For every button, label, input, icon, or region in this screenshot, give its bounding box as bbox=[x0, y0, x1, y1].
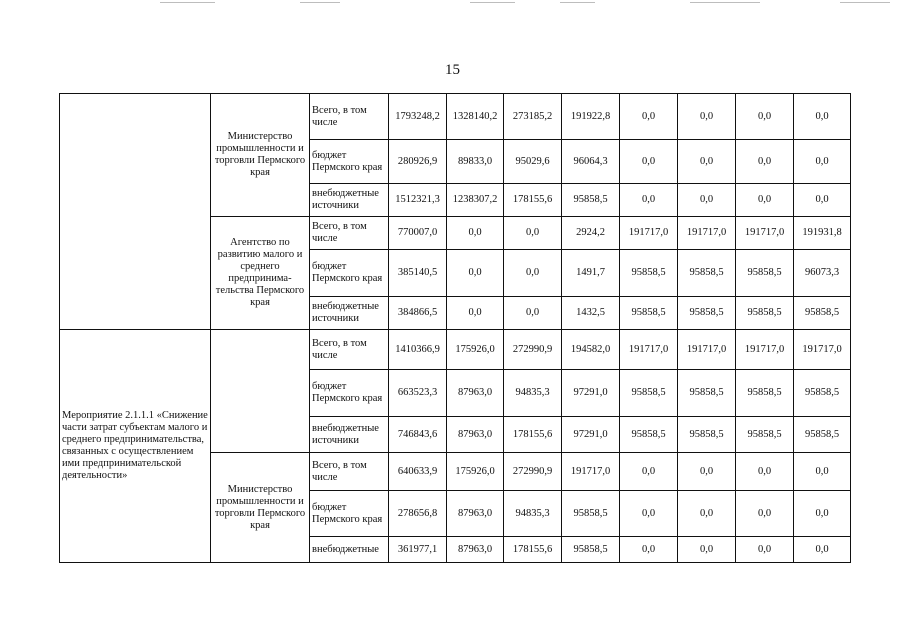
funding-source-cell: Всего, в том числе bbox=[310, 94, 389, 140]
value-cell: 0,0 bbox=[504, 250, 562, 297]
funding-source-cell: внебюджетные источники bbox=[310, 417, 389, 453]
scan-edge-line bbox=[470, 2, 515, 3]
value-cell: 0,0 bbox=[678, 94, 736, 140]
funding-source-cell: бюджет Пермского края bbox=[310, 140, 389, 184]
value-cell: 0,0 bbox=[504, 217, 562, 250]
value-cell: 0,0 bbox=[794, 140, 851, 184]
value-cell: 0,0 bbox=[447, 297, 504, 330]
value-cell: 0,0 bbox=[620, 453, 678, 491]
value-cell: 95858,5 bbox=[736, 417, 794, 453]
value-cell: 0,0 bbox=[736, 491, 794, 537]
value-cell: 1491,7 bbox=[562, 250, 620, 297]
value-cell: 95858,5 bbox=[736, 250, 794, 297]
value-cell: 94835,3 bbox=[504, 491, 562, 537]
value-cell: 191717,0 bbox=[794, 330, 851, 370]
value-cell: 191717,0 bbox=[562, 453, 620, 491]
value-cell: 0,0 bbox=[794, 184, 851, 217]
value-cell: 95858,5 bbox=[678, 250, 736, 297]
scan-edge-line bbox=[560, 2, 595, 3]
value-cell: 191717,0 bbox=[736, 330, 794, 370]
value-cell: 96073,3 bbox=[794, 250, 851, 297]
organization-cell: Министерство промышленности и торговли Пермского края bbox=[211, 94, 310, 217]
value-cell: 1410366,9 bbox=[389, 330, 447, 370]
value-cell: 1793248,2 bbox=[389, 94, 447, 140]
value-cell: 95858,5 bbox=[736, 370, 794, 417]
funding-source-cell: бюджет Пермского края bbox=[310, 491, 389, 537]
value-cell: 175926,0 bbox=[447, 330, 504, 370]
value-cell: 97291,0 bbox=[562, 370, 620, 417]
program-cell: Мероприятие 2.1.1.1 «Снижение части затрат субъектам малого и среднего предпринимательства, связанных с осуществлением ими предпринимательской деятельности» bbox=[60, 330, 211, 563]
funding-source-cell: бюджет Пермского края bbox=[310, 250, 389, 297]
value-cell: 96064,3 bbox=[562, 140, 620, 184]
value-cell: 95858,5 bbox=[562, 537, 620, 563]
value-cell: 95858,5 bbox=[562, 184, 620, 217]
value-cell: 0,0 bbox=[678, 537, 736, 563]
value-cell: 191717,0 bbox=[620, 330, 678, 370]
value-cell: 0,0 bbox=[736, 537, 794, 563]
value-cell: 0,0 bbox=[620, 491, 678, 537]
value-cell: 191717,0 bbox=[620, 217, 678, 250]
funding-source-cell: Всего, в том числе bbox=[310, 453, 389, 491]
table-row bbox=[60, 94, 851, 140]
value-cell: 0,0 bbox=[620, 537, 678, 563]
funding-source-cell: внебюджетные источники bbox=[310, 184, 389, 217]
value-cell: 87963,0 bbox=[447, 491, 504, 537]
value-cell: 95858,5 bbox=[678, 417, 736, 453]
value-cell: 0,0 bbox=[678, 491, 736, 537]
budget-table bbox=[59, 93, 851, 563]
page-number: 15 bbox=[445, 62, 460, 78]
value-cell: 770007,0 bbox=[389, 217, 447, 250]
program-cell bbox=[60, 94, 211, 330]
organization-cell bbox=[211, 330, 310, 453]
value-cell: 0,0 bbox=[620, 94, 678, 140]
scan-edge-line bbox=[840, 2, 890, 3]
organization-cell: Министерство промышленности и торговли Пермского края bbox=[211, 453, 310, 563]
value-cell: 87963,0 bbox=[447, 417, 504, 453]
value-cell: 95858,5 bbox=[620, 297, 678, 330]
value-cell: 0,0 bbox=[736, 94, 794, 140]
value-cell: 95858,5 bbox=[794, 417, 851, 453]
value-cell: 191922,8 bbox=[562, 94, 620, 140]
value-cell: 0,0 bbox=[736, 453, 794, 491]
value-cell: 1432,5 bbox=[562, 297, 620, 330]
value-cell: 0,0 bbox=[736, 140, 794, 184]
value-cell: 384866,5 bbox=[389, 297, 447, 330]
scan-edge-line bbox=[160, 2, 215, 3]
value-cell: 89833,0 bbox=[447, 140, 504, 184]
value-cell: 191717,0 bbox=[678, 217, 736, 250]
value-cell: 95858,5 bbox=[794, 297, 851, 330]
value-cell: 95029,6 bbox=[504, 140, 562, 184]
value-cell: 640633,9 bbox=[389, 453, 447, 491]
value-cell: 0,0 bbox=[620, 184, 678, 217]
scan-edge-line bbox=[690, 2, 760, 3]
funding-source-cell: Всего, в том числе bbox=[310, 217, 389, 250]
funding-source-cell: Всего, в том числе bbox=[310, 330, 389, 370]
value-cell: 385140,5 bbox=[389, 250, 447, 297]
organization-cell: Агентство по развитию малого и среднего предпринима-тельства Пермского края bbox=[211, 217, 310, 330]
value-cell: 361977,1 bbox=[389, 537, 447, 563]
value-cell: 175926,0 bbox=[447, 453, 504, 491]
value-cell: 0,0 bbox=[794, 537, 851, 563]
value-cell: 272990,9 bbox=[504, 453, 562, 491]
value-cell: 0,0 bbox=[620, 140, 678, 184]
value-cell: 0,0 bbox=[678, 453, 736, 491]
value-cell: 0,0 bbox=[794, 491, 851, 537]
value-cell: 178155,6 bbox=[504, 184, 562, 217]
budget-table-body bbox=[60, 94, 851, 563]
funding-source-cell: бюджет Пермского края bbox=[310, 370, 389, 417]
value-cell: 746843,6 bbox=[389, 417, 447, 453]
value-cell: 191717,0 bbox=[736, 217, 794, 250]
value-cell: 95858,5 bbox=[620, 370, 678, 417]
value-cell: 97291,0 bbox=[562, 417, 620, 453]
value-cell: 0,0 bbox=[794, 453, 851, 491]
value-cell: 94835,3 bbox=[504, 370, 562, 417]
value-cell: 272990,9 bbox=[504, 330, 562, 370]
value-cell: 280926,9 bbox=[389, 140, 447, 184]
value-cell: 95858,5 bbox=[620, 250, 678, 297]
value-cell: 178155,6 bbox=[504, 537, 562, 563]
value-cell: 0,0 bbox=[794, 94, 851, 140]
value-cell: 95858,5 bbox=[620, 417, 678, 453]
value-cell: 191717,0 bbox=[678, 330, 736, 370]
value-cell: 0,0 bbox=[447, 250, 504, 297]
funding-source-cell: внебюджетные bbox=[310, 537, 389, 563]
value-cell: 194582,0 bbox=[562, 330, 620, 370]
value-cell: 191931,8 bbox=[794, 217, 851, 250]
value-cell: 95858,5 bbox=[678, 297, 736, 330]
scan-edge-line bbox=[300, 2, 340, 3]
value-cell: 95858,5 bbox=[678, 370, 736, 417]
value-cell: 0,0 bbox=[678, 184, 736, 217]
value-cell: 663523,3 bbox=[389, 370, 447, 417]
value-cell: 95858,5 bbox=[736, 297, 794, 330]
value-cell: 0,0 bbox=[678, 140, 736, 184]
value-cell: 1328140,2 bbox=[447, 94, 504, 140]
funding-source-cell: внебюджетные источники bbox=[310, 297, 389, 330]
value-cell: 1512321,3 bbox=[389, 184, 447, 217]
value-cell: 95858,5 bbox=[562, 491, 620, 537]
table-row bbox=[60, 330, 851, 370]
value-cell: 0,0 bbox=[736, 184, 794, 217]
value-cell: 1238307,2 bbox=[447, 184, 504, 217]
value-cell: 273185,2 bbox=[504, 94, 562, 140]
value-cell: 95858,5 bbox=[794, 370, 851, 417]
value-cell: 0,0 bbox=[504, 297, 562, 330]
value-cell: 2924,2 bbox=[562, 217, 620, 250]
value-cell: 178155,6 bbox=[504, 417, 562, 453]
value-cell: 278656,8 bbox=[389, 491, 447, 537]
value-cell: 87963,0 bbox=[447, 370, 504, 417]
value-cell: 0,0 bbox=[447, 217, 504, 250]
value-cell: 87963,0 bbox=[447, 537, 504, 563]
